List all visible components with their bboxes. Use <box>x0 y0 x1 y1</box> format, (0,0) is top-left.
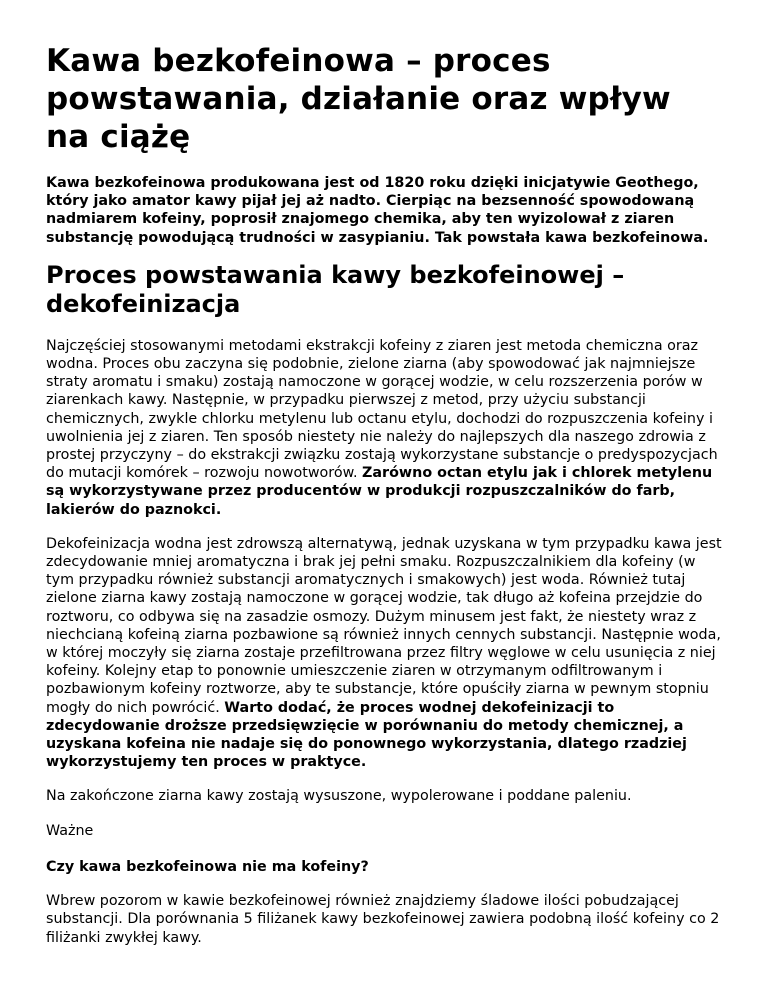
important-label: Ważne <box>46 822 94 839</box>
page-title: Kawa bezkofeinowa – proces powstawania, działanie oraz wpływ na ciążę <box>46 43 671 155</box>
lead-paragraph: Kawa bezkofeinowa produkowana jest od 1820 roku dzięki inicjatywie Geothego, który jako amator kawy pijał jej aż nadto. Cierpiąc na bezsenność spowodowaną nadmiarem kofeiny, poprosił znajomego chemika, aby ten wyizolował z ziaren substancję powodującą trudności w zasypianiu. Tak powstała kawa bezkofeinowa. <box>46 175 709 246</box>
paragraph-chemical-method-text: Najczęściej stosowanymi metodami ekstrakcji kofeiny z ziaren jest metoda chemiczna oraz wodna. Proces obu zaczyna się podobnie, zielone ziarna (aby spowodować jak najmniejsze straty aromatu i smaku) zostają namoczone w gorącej wodzie, w celu rozszerzenia porów w ziarenkach kawy. Następnie, w przypadku pierwszej z metod, przy użyciu substancji chemicznych, zwykle chlorku metylenu lub octanu etylu, dochodzi do rozpuszczenia kofeiny i uwolnienia jej z ziaren. Ten sposób niestety nie należy do najlepszych dla naszego zdrowia z prostej przyczyny – do ekstrakcji związku zostają wykorzystane substancje o predyspozycjach do mutacji komórek – rozwoju nowotworów. <box>46 337 718 482</box>
paragraph-chemical-method <box>46 337 722 519</box>
section-heading-decaffeination: Proces powstawania kawy bezkofeinowej – dekofeinizacja <box>46 260 625 318</box>
paragraph-water-method-bold: Warto dodać, że proces wodnej dekofeinizacji to zdecydowanie droższe przedsięwzięcie w porównaniu do metody chemicznej, a uzyskana kofeina nie nadaje się do ponownego wykorzystania, dlatego rzadziej wykorzystujemy ten proces w praktyce. <box>46 699 687 771</box>
paragraph-water-method <box>46 535 722 772</box>
paragraph-water-method-text: Dekofeinizacja wodna jest zdrowszą alternatywą, jednak uzyskana w tym przypadku kawa jest zdecydowanie mniej aromatyczna i brak jej pełni smaku. Rozpuszczalnikiem dla kofeiny (w tym przypadku również substancji aromatycznych i smakowych) jest woda. Również tutaj zielone ziarna kawy zostają namoczone w gorącej wodzie, tak długo aż kofeina przejdzie do roztworu, co odbywa się na zasadzie osmozy. Dużym minusem jest fakt, że niestety wraz z niechcianą kofeiną ziarna pozbawione są również innych cennych substancji. Następnie woda, w której moczyły się ziarna zostaje przefiltrowana przez filtry węglowe w celu usunięcia z niej kofeiny. Kolejny etap to ponownie umieszczenie ziaren w otrzymanym odfiltrowanym i pozbawionym kofeiny roztworze, aby te substancje, które opuściły ziarna w pewnym stopniu mogły do nich powrócić. <box>46 535 722 716</box>
paragraph-final-step: Na zakończone ziarna kawy zostają wysuszone, wypolerowane i poddane paleniu. <box>46 788 632 805</box>
answer-paragraph: Wbrew pozorom w kawie bezkofeinowej również znajdziemy śladowe ilości pobudzającej substancji. Dla porównania 5 filiżanek kawy bezkofeinowej zawiera podobną ilość kofeiny co 2 filiżanki zwykłej kawy. <box>46 893 720 946</box>
paragraph-chemical-method-bold: Zarówno octan etylu jak i chlorek metylenu są wykorzystywane przez producentów w produkcji rozpuszczalników do farb, lakierów do paznokci. <box>46 465 713 518</box>
question-heading: Czy kawa bezkofeinowa nie ma kofeiny? <box>46 858 369 875</box>
